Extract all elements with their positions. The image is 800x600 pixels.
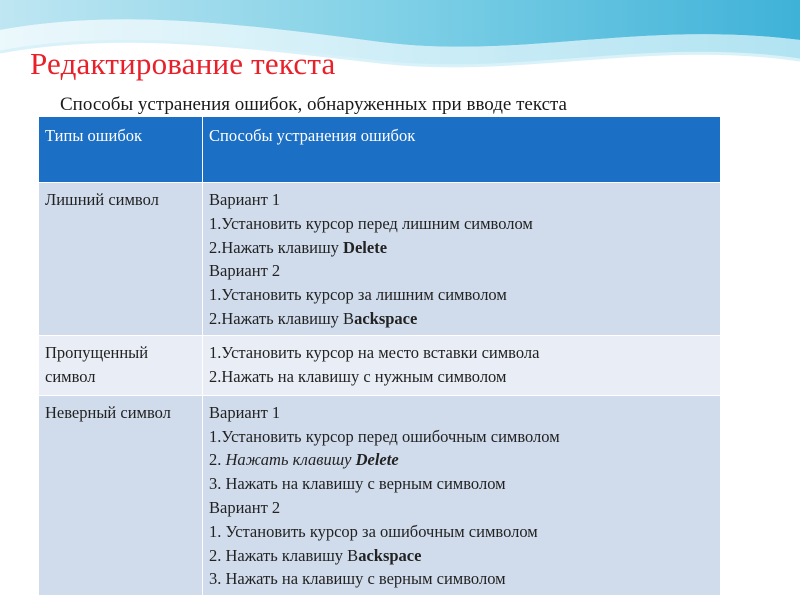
table-row (39, 183, 721, 336)
method-line: 3. Нажать на клавишу с верным символом (209, 569, 506, 589)
error-type-cell: Лишний символ (39, 183, 203, 336)
method-line (209, 307, 714, 331)
key-name: ackspace (354, 308, 418, 328)
method-line: 2.Нажать на клавишу с нужным символом (209, 366, 507, 386)
method-line: 1.Установить курсор на место вставки символа (209, 342, 540, 362)
method-text: 2. Нажать клавишу B (209, 545, 359, 565)
method-line: 3. Нажать на клавишу с верным символом (209, 474, 506, 494)
table-row (39, 335, 721, 395)
method-line (209, 544, 714, 568)
method-line: 1.Установить курсор перед ошибочным символом (209, 426, 560, 446)
methods-cell (203, 335, 721, 395)
page-title: Редактирование текста (30, 46, 336, 81)
method-line (209, 448, 714, 472)
method-line: 1.Установить курсор перед лишним символом (209, 213, 533, 233)
method-text: 2.Нажать клавишу B (209, 308, 355, 328)
method-line (209, 236, 714, 260)
method-line: 1.Установить курсор за лишним символом (209, 285, 507, 305)
method-text: 2. (209, 450, 226, 470)
error-type-cell: Пропущенный символ (39, 335, 203, 395)
method-line: Вариант 2 (209, 497, 281, 517)
key-name: Delete (355, 450, 399, 470)
header-correction-methods: Способы устранения ошибок (203, 117, 721, 183)
method-text: 2.Нажать клавишу (209, 237, 344, 257)
methods-cell (203, 395, 721, 595)
page-subtitle: Способы устранения ошибок, обнаруженных при вводе текста (60, 94, 567, 115)
method-line: Вариант 2 (209, 261, 281, 281)
method-text-italic: Нажать клавишу (225, 450, 356, 470)
key-name: ackspace (358, 545, 422, 565)
error-type-cell: Неверный символ (39, 395, 203, 595)
method-line: Вариант 1 (209, 190, 281, 209)
key-name: Delete (343, 237, 388, 257)
methods-cell (203, 183, 721, 336)
table-row (39, 395, 721, 595)
method-line: 1. Установить курсор за ошибочным символом (209, 521, 538, 541)
method-line: Вариант 1 (209, 402, 281, 422)
table-header-row (39, 117, 721, 183)
error-correction-table (38, 116, 721, 596)
header-error-types: Типы ошибок (39, 117, 203, 183)
